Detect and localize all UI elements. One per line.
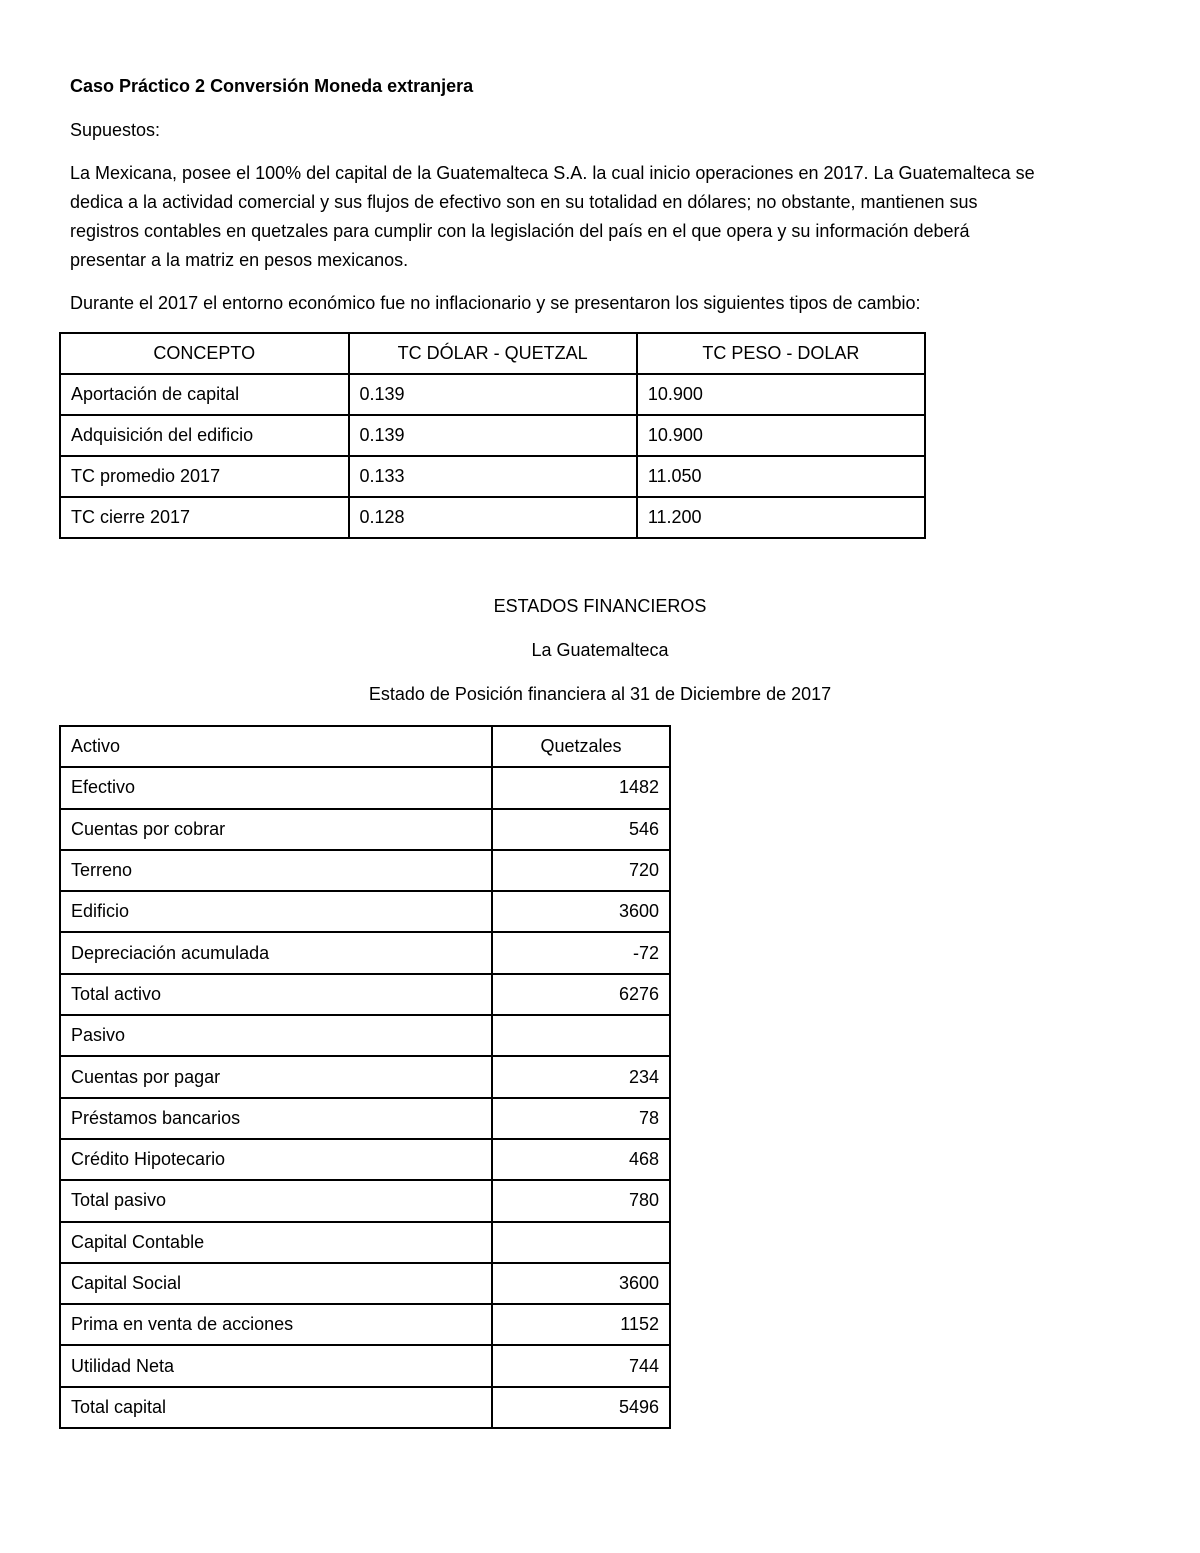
account-amount [492, 1222, 670, 1263]
table-header-row [60, 333, 925, 374]
account-amount: 3600 [492, 891, 670, 932]
statement-title: Estado de Posición financiera al 31 de Diciembre de 2017 [368, 684, 832, 704]
account-amount: 468 [492, 1139, 670, 1180]
account-label: Terreno [60, 850, 492, 891]
account-label: Prima en venta de acciones [60, 1304, 492, 1345]
account-amount: 78 [492, 1098, 670, 1139]
table-row [60, 891, 670, 932]
table-row [60, 932, 670, 973]
account-label: Préstamos bancarios [60, 1098, 492, 1139]
tc-peso-dolar-cell: 10.900 [637, 374, 925, 415]
header-quetzales: Quetzales [492, 726, 670, 767]
tc-peso-dolar-cell: 11.200 [637, 497, 925, 538]
intro-line: La Mexicana, posee el 100% del capital de la Guatemalteca S.A. la cual inicio operaciones en 2017. La Guatemalteca se [70, 163, 1035, 183]
table-row [60, 1180, 670, 1221]
account-label: Crédito Hipotecario [60, 1139, 492, 1180]
tc-peso-dolar-cell: 10.900 [637, 415, 925, 456]
tc-dolar-quetzal-cell: 0.139 [349, 415, 637, 456]
intro-line: presentar a la matriz en pesos mexicanos. [70, 250, 409, 270]
header-tc-dolar-quetzal: TC DÓLAR - QUETZAL [349, 333, 637, 374]
exchange-rate-table [59, 332, 926, 539]
account-amount: 744 [492, 1345, 670, 1386]
account-label: Utilidad Neta [60, 1345, 492, 1386]
account-label: Total pasivo [60, 1180, 492, 1221]
account-amount: -72 [492, 932, 670, 973]
table-row [60, 974, 670, 1015]
tc-peso-dolar-cell: 11.050 [637, 456, 925, 497]
concepto-cell: TC promedio 2017 [60, 456, 349, 497]
table-row [60, 1304, 670, 1345]
table-row [60, 1056, 670, 1097]
supuestos-heading: Supuestos: [70, 120, 161, 140]
table-row [60, 850, 670, 891]
table-row [60, 1263, 670, 1304]
account-label: Cuentas por cobrar [60, 809, 492, 850]
intro-line: dedica a la actividad comercial y sus flujos de efectivo son en su totalidad en dólares; no obstante, mantienen sus [70, 192, 978, 212]
account-amount: 6276 [492, 974, 670, 1015]
table-row [60, 809, 670, 850]
section-label: Pasivo [60, 1015, 492, 1056]
concepto-cell: Adquisición del edificio [60, 415, 349, 456]
account-amount: 546 [492, 809, 670, 850]
table-row [60, 1222, 670, 1263]
table-row [60, 415, 925, 456]
table-row [60, 456, 925, 497]
balance-sheet-table [59, 725, 671, 1429]
tc-dolar-quetzal-cell: 0.133 [349, 456, 637, 497]
account-amount: 1152 [492, 1304, 670, 1345]
table-row [60, 1387, 670, 1428]
tc-dolar-quetzal-cell: 0.139 [349, 374, 637, 415]
concepto-cell: Aportación de capital [60, 374, 349, 415]
table-row [60, 497, 925, 538]
document-title: Caso Práctico 2 Conversión Moneda extranjera [70, 76, 474, 96]
company-name: La Guatemalteca [531, 640, 669, 660]
financial-statements-heading: ESTADOS FINANCIEROS [493, 596, 707, 616]
table-row [60, 374, 925, 415]
account-label: Cuentas por pagar [60, 1056, 492, 1097]
account-label: Depreciación acumulada [60, 932, 492, 973]
account-amount: 720 [492, 850, 670, 891]
document-body [70, 70, 1130, 318]
intro-line: registros contables en quetzales para cumplir con la legislación del país en el que opera y su información deberá [70, 221, 970, 241]
account-label: Capital Social [60, 1263, 492, 1304]
intro-paragraph [70, 159, 1130, 275]
account-label: Efectivo [60, 767, 492, 808]
account-amount: 1482 [492, 767, 670, 808]
account-amount: 234 [492, 1056, 670, 1097]
account-label: Edificio [60, 891, 492, 932]
account-amount [492, 1015, 670, 1056]
table-row [60, 1015, 670, 1056]
table-row [60, 767, 670, 808]
table-row [60, 1098, 670, 1139]
account-label: Total activo [60, 974, 492, 1015]
table-header-row [60, 726, 670, 767]
table-row [60, 1139, 670, 1180]
concepto-cell: TC cierre 2017 [60, 497, 349, 538]
account-amount: 3600 [492, 1263, 670, 1304]
account-label: Total capital [60, 1387, 492, 1428]
exchange-rate-intro: Durante el 2017 el entorno económico fue no inflacionario y se presentaron los siguientes tipos de cambio: [70, 293, 921, 313]
header-tc-peso-dolar: TC PESO - DOLAR [637, 333, 925, 374]
account-amount: 780 [492, 1180, 670, 1221]
header-activo: Activo [60, 726, 492, 767]
table-row [60, 1345, 670, 1386]
header-concepto: CONCEPTO [60, 333, 349, 374]
section-label: Capital Contable [60, 1222, 492, 1263]
account-amount: 5496 [492, 1387, 670, 1428]
tc-dolar-quetzal-cell: 0.128 [349, 497, 637, 538]
